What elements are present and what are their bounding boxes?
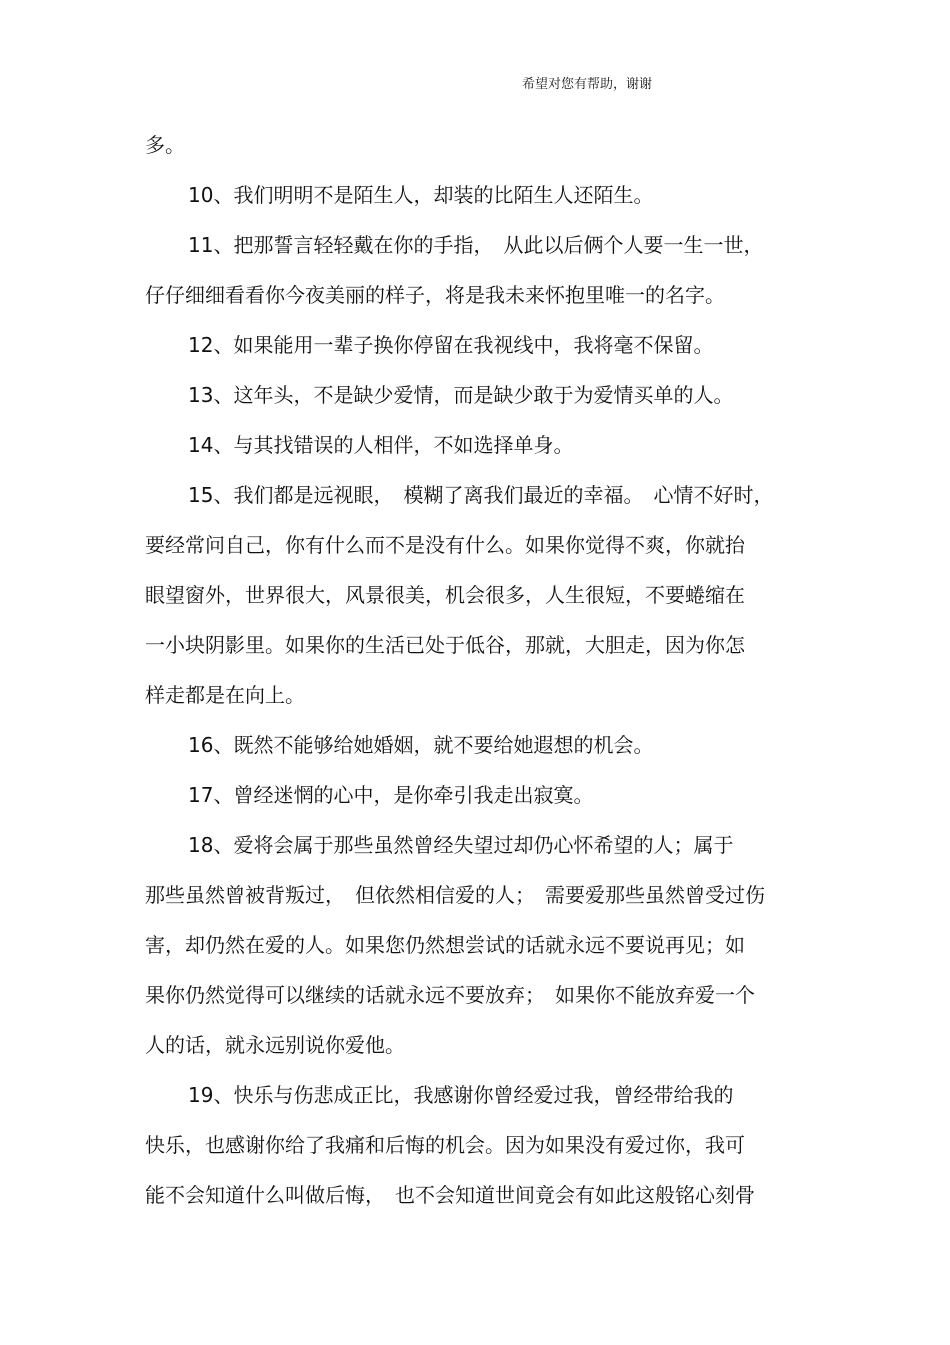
text-line: 13、这年头，不是缺少爱情，而是缺少敢于为爱情买单的人。 <box>188 383 734 407</box>
text-line: 多。 <box>145 133 185 157</box>
text-line: 16、既然不能够给她婚姻，就不要给她遐想的机会。 <box>188 733 654 757</box>
text-line: 那些虽然曾被背叛过， 但依然相信爱的人； 需要爱那些虽然曾受过伤 <box>145 883 765 907</box>
page-header: 希望对您有帮助，谢谢 <box>522 77 653 92</box>
text-line: 眼望窗外，世界很大，风景很美，机会很多，人生很短，不要蜷缩在 <box>145 583 745 607</box>
text-line: 17、曾经迷惘的心中，是你牵引我走出寂寞。 <box>188 783 594 807</box>
text-line: 11、把那誓言轻轻戴在你的手指， 从此以后俩个人要一生一世， <box>188 233 764 257</box>
text-line: 害，却仍然在爱的人。如果您仍然想尝试的话就永远不要说再见；如 <box>145 933 745 957</box>
text-line: 能不会知道什么叫做后悔， 也不会知道世间竟会有如此这般铭心刻骨 <box>145 1183 755 1207</box>
text-line: 样走都是在向上。 <box>145 683 305 707</box>
text-line: 10、我们明明不是陌生人，却装的比陌生人还陌生。 <box>188 183 654 207</box>
text-line: 18、爱将会属于那些虽然曾经失望过却仍心怀希望的人；属于 <box>188 833 734 857</box>
text-line: 19、快乐与伤悲成正比，我感谢你曾经爱过我，曾经带给我的 <box>188 1083 734 1107</box>
text-line: 12、如果能用一辈子换你停留在我视线中，我将毫不保留。 <box>188 333 714 357</box>
text-line: 快乐，也感谢你给了我痛和后悔的机会。因为如果没有爱过你，我可 <box>145 1133 745 1157</box>
text-line: 人的话，就永远别说你爱他。 <box>145 1033 405 1057</box>
text-line: 14、与其找错误的人相伴，不如选择单身。 <box>188 433 574 457</box>
text-line: 要经常问自己，你有什么而不是没有什么。如果你觉得不爽，你就抬 <box>145 533 745 557</box>
text-line: 仔仔细细看看你今夜美丽的样子，将是我未来怀抱里唯一的名字。 <box>145 283 725 307</box>
text-line: 一小块阴影里。如果你的生活已处于低谷，那就，大胆走，因为你怎 <box>145 633 745 657</box>
text-line: 15、我们都是远视眼， 模糊了离我们最近的幸福。 心情不好时， <box>188 483 774 507</box>
text-line: 果你仍然觉得可以继续的话就永远不要放弃； 如果你不能放弃爱一个 <box>145 983 755 1007</box>
